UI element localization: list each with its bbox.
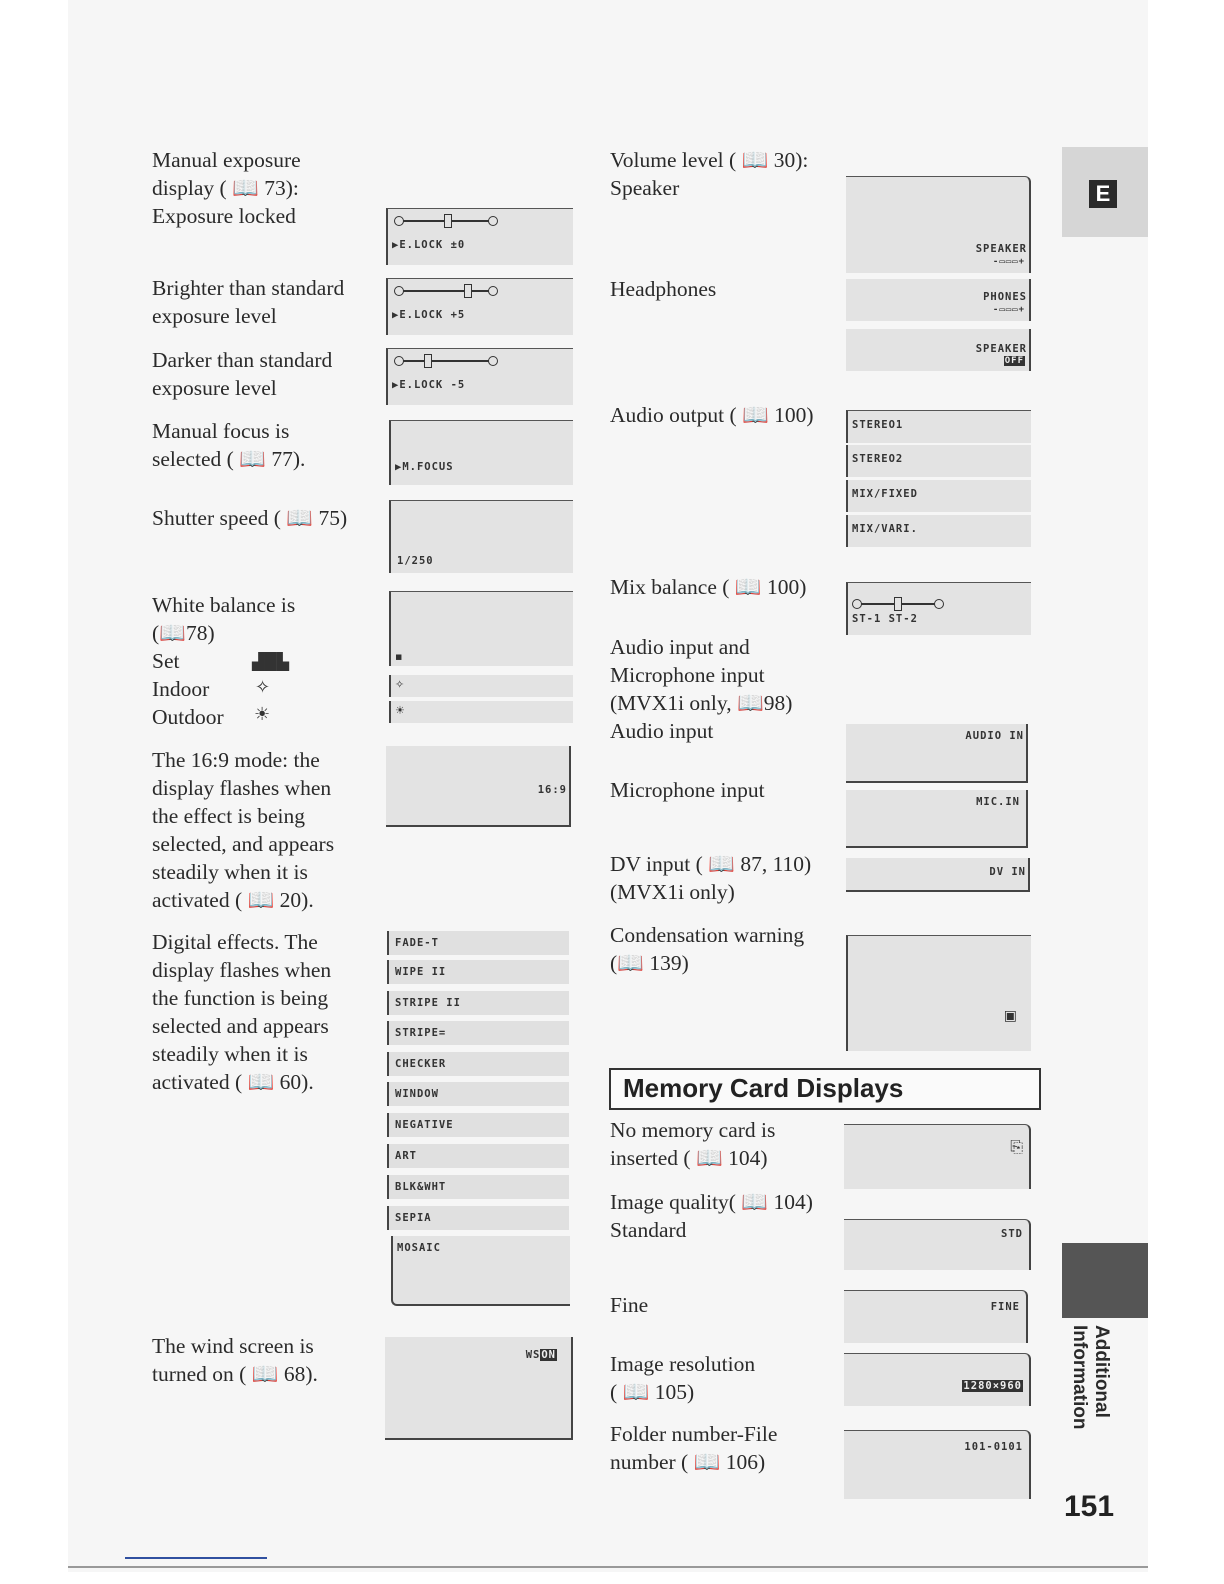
brighter-lcd-label: ▶E.LOCK +5 (392, 309, 466, 321)
audio-out-label: MIX/FIXED (852, 488, 918, 500)
focus-ref: 77). (271, 447, 306, 471)
effect-label: ART (395, 1150, 417, 1162)
quality-ref: 104) (773, 1190, 813, 1214)
shutter-lcd (389, 500, 573, 573)
effect-blkwht (387, 1175, 569, 1199)
digital-text-3: the function is being (152, 986, 329, 1010)
darker-slider (394, 356, 498, 366)
book-icon: 📖 (741, 403, 769, 427)
effect-label: WIPE II (395, 966, 447, 978)
book-icon: 📖 (159, 621, 186, 645)
fine-lcd (844, 1290, 1028, 1343)
focus-lcd (389, 420, 573, 485)
audio-out-label: STEREO2 (852, 453, 904, 465)
book-icon: 📖 (741, 1190, 769, 1214)
brighter-lcd (386, 278, 573, 335)
dv-text-1 (610, 850, 811, 878)
darker-text-2: exposure level (152, 376, 277, 400)
audio-out-mix-fixed (846, 480, 1031, 512)
effect-stripe-ii (387, 991, 569, 1015)
chapter-label-2: Information (1069, 1325, 1090, 1430)
wind-text-2 (152, 1360, 318, 1388)
mode169-text-6a: activated ( (152, 888, 243, 912)
mode169-text-4: selected, and appears (152, 832, 335, 856)
focus-lcd-label: ▶M.FOCUS (395, 461, 454, 473)
dv-ref: 87, 110) (740, 852, 812, 876)
effect-label: SEPIA (395, 1212, 432, 1224)
digital-ref: 60). (279, 1070, 314, 1094)
book-icon: 📖 (741, 148, 769, 172)
audio-in-text-3a: (MVX1i only, (610, 691, 732, 715)
audio-out-text-a: Audio output ( (610, 403, 737, 427)
phones-lcd-label: PHONES (983, 291, 1027, 303)
dv-lcd-label: DV IN (989, 866, 1026, 878)
book-icon: 📖 (286, 506, 314, 530)
shutter-lcd-label: 1/250 (397, 555, 434, 567)
shutter-text-1 (152, 504, 347, 532)
wb-lcd-set-icon: ▪ (395, 650, 403, 663)
effect-label: WINDOW (395, 1088, 439, 1100)
darker-text-1: Darker than standard (152, 348, 333, 372)
speaker-off-badge: OFF (1004, 356, 1024, 366)
brighter-text-1: Brighter than standard (152, 276, 345, 300)
wb-indoor-icon: ✧ (255, 677, 271, 698)
bottom-rule (68, 1566, 1148, 1568)
mix-text (610, 573, 806, 601)
effect-label: CHECKER (395, 1058, 447, 1070)
focus-text-2a: selected ( (152, 447, 234, 471)
audio-in-ref: 98) (763, 691, 793, 715)
resolution-ref: 105) (654, 1380, 695, 1404)
audio-in-lcd (846, 724, 1028, 783)
exposure-text-2 (152, 174, 299, 202)
audio-in-text-4: Audio input (610, 719, 714, 743)
wind-text-1: The wind screen is (152, 1334, 314, 1358)
audio-out-mix-vari (846, 515, 1031, 547)
digital-text-6 (152, 1068, 314, 1096)
brighter-text-2: exposure level (152, 304, 277, 328)
audio-in-text-2: Microphone input (610, 663, 765, 687)
volume-text-1a: Volume level ( (610, 148, 737, 172)
audio-out-label: MIX/VARI. (852, 523, 918, 535)
nocard-ref: 104) (728, 1146, 768, 1170)
book-icon: 📖 (239, 447, 266, 471)
mode169-text-1: The 16:9 mode: the (152, 748, 320, 772)
exposure-text-2a: display ( (152, 176, 227, 200)
resolution-lcd-label: 1280×960 (963, 1380, 1022, 1392)
effect-label: FADE-T (395, 937, 439, 949)
resolution-text-2a: ( (610, 1380, 618, 1404)
wb-lcd-outdoor-icon: ☀ (395, 704, 405, 717)
wb-ref: 78) (185, 621, 215, 645)
effect-label: STRIPE= (395, 1027, 447, 1039)
speaker-volume-bar: -▭▭▭+ (992, 257, 1025, 267)
volume-text-2: Speaker (610, 176, 680, 200)
digital-text-4: selected and appears (152, 1014, 329, 1038)
mix-ref: 100) (766, 575, 807, 599)
darker-lcd-label: ▶E.LOCK -5 (392, 379, 466, 391)
wind-ref: 68). (283, 1362, 318, 1386)
wb-lcd-outdoor (389, 701, 573, 723)
wb-text-2 (152, 619, 215, 647)
effect-checker (387, 1052, 569, 1076)
mode169-lcd-label: 16:9 (537, 784, 567, 796)
nocard-text-2 (610, 1144, 768, 1172)
cond-text-2a: ( (610, 951, 618, 975)
speaker-lcd-label: SPEAKER (975, 243, 1027, 255)
speaker-off-lcd (846, 329, 1031, 371)
effect-sepia (387, 1206, 569, 1230)
book-icon: 📖 (708, 852, 735, 876)
mix-text-a: Mix balance ( (610, 575, 730, 599)
fine-text: Fine (610, 1293, 649, 1317)
section-title: Memory Card Displays (623, 1073, 904, 1103)
effect-label: NEGATIVE (395, 1119, 454, 1131)
volume-ref: 30): (773, 148, 809, 172)
effect-art (387, 1144, 569, 1168)
language-tab (1062, 147, 1148, 237)
folder-lcd-label: 101-0101 (964, 1441, 1023, 1453)
wb-set-text: Set (152, 649, 180, 673)
book-icon: 📖 (247, 888, 275, 912)
book-icon: 📖 (251, 1362, 279, 1386)
mode169-text-3: the effect is being (152, 804, 306, 828)
wb-set-icon: ▟█▙ (252, 652, 289, 671)
focus-text-2 (152, 445, 305, 473)
mix-lcd-label: ST-1 ST-2 (852, 613, 918, 625)
memory-card-icon: ⎘ (1010, 1137, 1023, 1156)
wind-lcd-label (526, 1349, 557, 1361)
std-lcd-label: STD (1001, 1228, 1023, 1240)
focus-text-1: Manual focus is (152, 419, 290, 443)
shutter-ref: 75) (318, 506, 348, 530)
exposure-text-3: Exposure locked (152, 204, 296, 228)
chapter-tab (1062, 1243, 1148, 1318)
resolution-lcd (844, 1353, 1031, 1406)
quality-text-2: Standard (610, 1218, 687, 1242)
effect-label: MOSAIC (397, 1242, 441, 1254)
mix-slider (852, 599, 944, 609)
folder-lcd (844, 1430, 1031, 1499)
mic-text: Microphone input (610, 778, 765, 802)
wind-lcd-on: ON (541, 1349, 556, 1361)
cond-text-1: Condensation warning (610, 923, 805, 947)
folder-text-2 (610, 1448, 765, 1476)
digital-text-2: display flashes when (152, 958, 332, 982)
wb-lcd (389, 591, 573, 666)
book-icon: 📖 (232, 176, 259, 200)
wb-text-2a: ( (152, 621, 160, 645)
book-icon: 📖 (622, 1380, 650, 1404)
nocard-text-2a: inserted ( (610, 1146, 691, 1170)
phones-lcd (846, 279, 1031, 321)
audio-out-stereo2 (846, 445, 1031, 477)
volume-text-1 (610, 146, 808, 174)
effect-window (387, 1082, 569, 1106)
wb-lcd-indoor (389, 675, 573, 697)
memory-card-section-header (609, 1068, 1041, 1110)
darker-lcd (386, 348, 573, 405)
digital-text-5: steadily when it is (152, 1042, 308, 1066)
exposure-ref: 73): (264, 176, 299, 200)
book-icon: 📖 (617, 951, 644, 975)
dv-lcd (846, 858, 1030, 892)
exposure-lcd (386, 208, 573, 265)
mic-lcd (846, 790, 1028, 848)
mode169-text-2: display flashes when (152, 776, 332, 800)
speaker-off-label: SPEAKER (975, 343, 1027, 355)
resolution-text-1: Image resolution (610, 1352, 756, 1376)
wb-indoor-text: Indoor (152, 677, 210, 701)
effect-label: STRIPE II (395, 997, 461, 1009)
effect-wipe (387, 960, 569, 984)
chapter-label-1: Additional (1091, 1325, 1112, 1418)
wb-text-1: White balance is (152, 593, 296, 617)
resolution-text-2 (610, 1378, 694, 1406)
headphones-text: Headphones (610, 277, 717, 301)
cond-ref: 139) (649, 951, 689, 975)
wb-outdoor-text: Outdoor (152, 705, 224, 729)
page-number: 151 (1064, 1490, 1115, 1523)
phones-volume-bar: -▭▭▭+ (992, 305, 1025, 315)
exposure-slider (394, 216, 498, 226)
audio-out-stereo1 (846, 410, 1031, 443)
mic-lcd-label: MIC.IN (976, 796, 1020, 808)
audio-in-text-1: Audio input and (610, 635, 750, 659)
chapter-label (1064, 1325, 1116, 1445)
digital-text-1: Digital effects. The (152, 930, 318, 954)
exposure-lcd-label: ▶E.LOCK ±0 (392, 239, 466, 251)
wind-lcd (385, 1337, 573, 1440)
wind-lcd-ws: WS (525, 1349, 541, 1361)
language-tab-letter: E (1089, 180, 1117, 208)
book-icon: 📖 (737, 691, 764, 715)
mix-lcd (846, 582, 1031, 635)
dv-text-1a: DV input ( (610, 852, 703, 876)
book-icon: 📖 (695, 1146, 723, 1170)
dv-text-2: (MVX1i only) (610, 880, 735, 904)
brighter-slider (394, 286, 498, 296)
audio-in-text-3 (610, 689, 792, 717)
book-icon: 📖 (693, 1450, 721, 1474)
speaker-lcd (846, 176, 1031, 273)
effect-fade-t (387, 931, 569, 955)
mode169-ref: 20). (279, 888, 314, 912)
footer-link-line (125, 1557, 267, 1559)
book-icon: 📖 (734, 575, 762, 599)
fine-lcd-label: FINE (990, 1301, 1020, 1313)
audio-out-label: STEREO1 (852, 419, 904, 431)
audio-in-lcd-label: AUDIO IN (965, 730, 1024, 742)
mode169-text-5: steadily when it is (152, 860, 308, 884)
effect-negative (387, 1113, 569, 1137)
effect-mosaic (391, 1236, 570, 1306)
digital-text-6a: activated ( (152, 1070, 243, 1094)
folder-text-2a: number ( (610, 1450, 689, 1474)
cond-lcd (846, 935, 1031, 1051)
wind-text-2a: turned on ( (152, 1362, 247, 1386)
wb-outdoor-icon: ☀ (254, 704, 271, 725)
nocard-text-1: No memory card is (610, 1118, 776, 1142)
std-lcd (844, 1219, 1031, 1270)
audio-out-text (610, 401, 814, 429)
quality-text-1 (610, 1188, 813, 1216)
shutter-text-1a: Shutter speed ( (152, 506, 281, 530)
folder-text-1: Folder number-File (610, 1422, 778, 1446)
exposure-text-1: Manual exposure (152, 148, 301, 172)
quality-text-1a: Image quality( (610, 1190, 736, 1214)
book-icon: 📖 (247, 1070, 275, 1094)
mode169-lcd (386, 746, 571, 827)
wb-lcd-indoor-icon: ✧ (395, 678, 405, 691)
effect-label: BLK&WHT (395, 1181, 447, 1193)
effect-stripe-eq (387, 1021, 569, 1045)
condensation-icon: ▣ (1003, 1008, 1017, 1024)
audio-out-ref: 100) (774, 403, 814, 427)
nocard-lcd (844, 1124, 1031, 1189)
folder-ref: 106) (725, 1450, 766, 1474)
mode169-text-6 (152, 886, 314, 914)
cond-text-2 (610, 949, 689, 977)
